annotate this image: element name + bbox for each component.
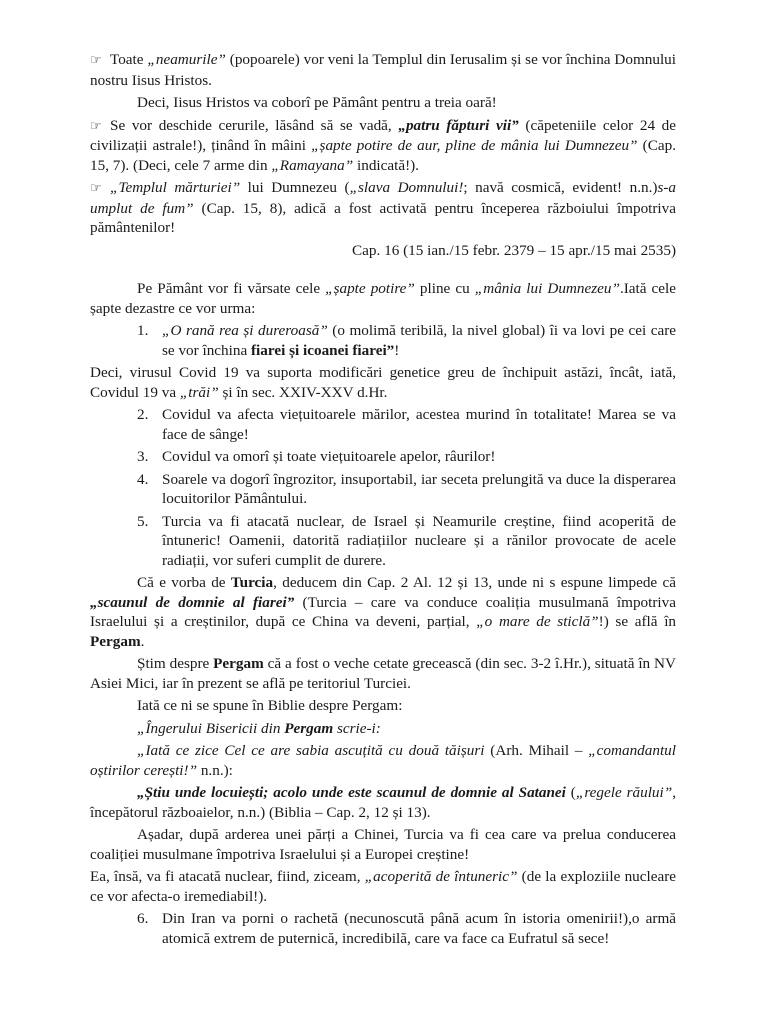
quote: „comandantul oștirilor cerești!” [90,742,676,779]
paragraph-ea [90,867,676,906]
list-text: Covidul va omorî și toate viețuitoarele apelor, râurilor! [162,448,496,465]
text: ; navă cosmică, evident! n.n.) [463,179,658,196]
hand-pointer-icon: ☞ [90,181,102,196]
quote: „Iată ce zice Cel ce are sabia ascuțită cu două tăișuri [137,742,485,759]
bold-quote: „Știu unde locuiești; acolo unde este scaunul de domnie al Satanei [137,784,566,801]
quote: „șapte potire” [325,280,415,297]
bold-text: Pergam [284,719,334,737]
quote: „Ramayana” [271,156,354,174]
paragraph-ingerului [90,719,676,739]
hand-pointer-icon: ☞ [90,118,102,134]
text: (căpeteniile celor 24 de civilizații astrale!), ținând în mâini [90,116,676,154]
text: Știm despre [137,655,214,672]
text: că a fost o veche cetate grecească (din sec. 3-2 î.Hr.), situată în NV Asiei Mici, iar în prezent se află pe teritoriul Turciei. [90,655,676,692]
paragraph-satanei [90,783,676,822]
text: Ea, însă, va fi atacată nuclear, fiind, ziceam, [90,868,365,885]
bold-text: Turcia [230,574,274,591]
bold-text: Pergam [90,632,141,650]
paragraph-turcia [90,573,676,651]
text: lui Dumnezeu ( [240,179,350,196]
text: și în sec. XXIV-XXV d.Hr. [218,383,388,401]
paragraph-potire [90,279,676,318]
paragraph-ceruri [90,116,676,176]
list-item-4: 4. Soarele va dogorî îngrozitor, insuportabil, iar seceta prelungită va duce la disperarea locuitorilor Pământului. [137,470,676,507]
text: (Arh. Mihail – [484,742,589,759]
text: (Cap. 15, 8), adică a fost activată pentru începerea războiului împotriva pământenilor! [90,199,676,236]
text: (o molimă teribilă, la nivel global) îi va lovi pe cei care se vor închina [162,322,676,359]
text: ! [394,341,400,359]
quote: „trăi” [179,383,219,401]
text: pline cu [414,280,475,297]
quote: „regele răului” [575,784,673,801]
list-item-3: 3. Covidul va omorî și toate viețuitoarele apelor, râurilor! [90,447,676,467]
paragraph-templul [90,178,676,238]
text: , începătorul războaielor, n.n.) (Biblia – Cap. 2, 12 și 13). [90,784,676,821]
text: . [140,632,145,650]
list-item-6: 6. Din Iran va porni o rachetă (necunoscută până acum în istoria omenirii!),o armă atomică extrem de puternică, incredibilă, care va face ca Eufratul să sece! [137,910,676,947]
list-text [137,321,676,360]
paragraph-neamurile [90,50,676,90]
paragraph-biblie: Iată ce ni se spune în Biblie despre Pergam: [137,697,403,714]
paragraph-coming: Deci, Iisus Hristos va coborî pe Pământ pentru a treia oară! [137,94,497,111]
list-text: Turcia va fi atacată nuclear, de Israel și Neamurile creștine, fiind acoperită de întuneric! Oamenii, datorită radiațiilor nucleare și a rănilor provocate de acele radiații, vor suferi cumplit de durere. [162,512,676,569]
quote: „șapte potire de aur, pline de mânia lui Dumnezeu” [311,137,638,154]
quote: „patru făpturi vii” [398,116,519,134]
list-item-1: 1. „O rană rea și dureroasă” (o molimă teribilă, la nivel global) îi va lovi pe cei care se vor închina fiarei și icoanei fiarei”! [137,322,676,359]
text: (Cap. 15, 7). (Deci, cele 7 arme din [90,137,676,174]
bold-text: fiarei și icoanei fiarei” [251,341,395,359]
paragraph-covid [90,363,676,402]
bold-text: Pergam [213,655,264,672]
chapter-reference: Cap. 16 (15 ian./15 febr. 2379 – 15 apr./15 mai 2535) [352,241,676,259]
quote: „acoperită de întuneric” [364,868,518,885]
list-text: Covidul va afecta viețuitoarele mărilor, acestea murind în totalitate! Marea se va face de sânge! [162,406,676,443]
quote: „scaunul de domnie al fiarei” [90,593,295,611]
quote: s-a umplut de fum” [90,179,677,217]
quote: „o mare de sticlă” [476,613,599,630]
quote: „Templul mărturiei” [110,179,241,196]
quote: „mânia lui Dumnezeu” [474,280,620,297]
text: Că e vorba de [137,574,231,591]
list-item-5: 5. Turcia va fi atacată nuclear, de Israel și Neamurile creștine, fiind acoperită de întuneric! Oamenii, datorită radiațiilor nucleare și a rănilor provocate de acele radiații, vor suferi cumplit de durere. [137,512,676,569]
quote: scrie-i: [333,719,381,737]
text: (Turcia – care va conduce coaliția musulmană împotriva Israelului și a creștinilor, după ce China va deveni, parțial, [90,593,676,630]
text: ( [565,784,576,801]
text: Se vor deschide cerurile, lăsând să se vadă, [110,116,399,134]
text: .Iată cele șapte dezastre ce vor urma: [90,280,677,317]
spacer [90,263,676,279]
quote: „slava Domnului! [349,179,464,196]
quote: „O rană rea și dureroasă” [162,322,328,339]
text: !) se află în [598,613,677,630]
quote: „neamurile” [147,51,226,68]
hand-pointer-icon: ☞ [90,53,102,68]
text: (de la exploziile nucleare ce vor afecta-o iremediabil!). [90,868,676,905]
document-page [90,50,676,951]
text: Pe Pământ vor fi vărsate cele [137,280,326,297]
text: Deci, virusul Covid 19 va suporta modificări genetice greu de închipuit astăzi, încât, iată, Covidul 19 va [90,364,676,401]
paragraph-pergam [90,654,676,693]
text: Toate [110,51,148,68]
list-text: Din Iran va porni o rachetă (necunoscută până acum în istoria omenirii!),o armă atomică extrem de puternică, incredibilă, care va face ca Eufratul să sece! [162,910,676,947]
list-text: Soarele va dogorî îngrozitor, insuportabil, iar seceta prelungită va duce la disperarea locuitorilor Pământului. [162,470,676,507]
text: , deducem din Cap. 2 Al. 12 și 13, unde ni s espune limpede că [273,574,676,591]
paragraph-asadar: Așadar, după arderea unei părți a Chinei, Turcia va fi cea care va prelua conducerea coaliției musulmane împotriva Israelului și a Europei creștine! [90,826,676,863]
paragraph-sabia [90,741,676,780]
text: indicată!). [353,156,419,174]
list-item-2: 2. Covidul va afecta viețuitoarele mărilor, acestea murind în totalitate! Marea se va face de sânge! [137,406,676,443]
text: n.n.): [197,761,233,779]
quote: „Îngerului Bisericii din [137,719,285,737]
text: (popoarele) vor veni la Templul din Ierusalim și se vor închina Domnului nostru Iisus Hristos. [90,51,676,89]
